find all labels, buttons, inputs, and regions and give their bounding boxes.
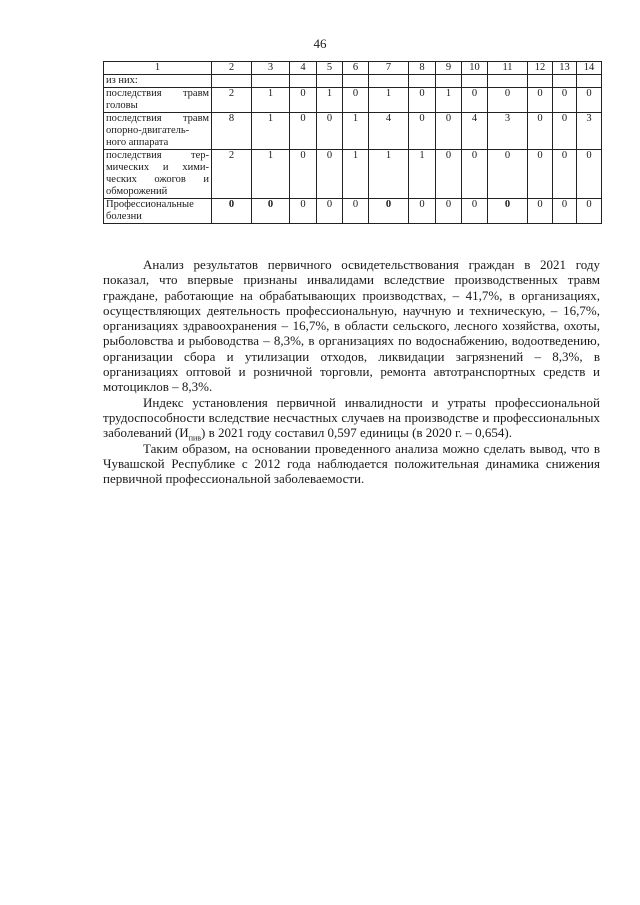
table-cell: 0: [317, 150, 343, 199]
table-cell: 0: [409, 113, 436, 150]
table-cell: [462, 75, 488, 88]
table-cell: 0: [343, 88, 369, 113]
table-cell: 0: [290, 88, 317, 113]
table-cell: 0: [553, 88, 577, 113]
row-label: Профессиональные болезни: [104, 199, 212, 224]
table-cell: 0: [528, 150, 553, 199]
column-header: 2: [212, 62, 252, 75]
table-row: [104, 150, 602, 199]
paragraph-index-text-2: ) в 2021 году составил 0,597 единицы (в 2020 г. – 0,654).: [201, 425, 512, 441]
row-label: последствия травм опорно-двигатель-ного аппарата: [104, 113, 212, 150]
table-cell: [528, 75, 553, 88]
table-cell: 0: [290, 150, 317, 199]
table-cell: 0: [528, 199, 553, 224]
paragraph-analysis: Анализ результатов первичного освидетельствования граждан в 2021 году показал, что впервые признаны инвалидами вследствие производственных травм граждане, работающие на обрабатывающих производствах, – 41,7%, в организациях, осуществляющих деятельность профессиональную, научную и техническую, – 16,7%, организациях здравоохранения – 16,7%, в области сельского, лесного хозяйства, охоты, рыболовства и рыбоводства – 8,3%, в организациях по водоснабжению, водоотведению, организации сбора и утилизации отходов, ликвидации загрязнений – 8,3%, в организациях оптовой и розничной торговли, ремонта автотранспортных средств и мотоциклов – 8,3%.: [103, 257, 600, 395]
column-header: 6: [343, 62, 369, 75]
paragraph-conclusion: Таким образом, на основании проведенного анализа можно сделать вывод, что в Чувашской Республике с 2012 года наблюдается положительная динамика снижения первичной профессиональной заболеваемости.: [103, 440, 600, 487]
table-cell: 4: [462, 113, 488, 150]
table-cell: [343, 75, 369, 88]
table-cell: 1: [369, 88, 409, 113]
table-cell: 0: [409, 199, 436, 224]
table-cell: 0: [252, 199, 290, 224]
table-row: [104, 75, 602, 88]
table-cell: [577, 75, 602, 88]
table-cell: [212, 75, 252, 88]
table-cell: 0: [577, 88, 602, 113]
table-cell: 0: [317, 113, 343, 150]
table-cell: 1: [343, 150, 369, 199]
table-cell: 0: [212, 199, 252, 224]
column-header: 4: [290, 62, 317, 75]
table-cell: 0: [409, 88, 436, 113]
table-cell: [436, 75, 462, 88]
table-cell: [317, 75, 343, 88]
table-cell: 3: [488, 113, 528, 150]
table-cell: 4: [369, 113, 409, 150]
table-cell: 1: [252, 150, 290, 199]
table-cell: 0: [577, 150, 602, 199]
statistics-table: [103, 61, 602, 224]
paragraph-index: [103, 395, 600, 441]
table-cell: 0: [436, 150, 462, 199]
column-header: 9: [436, 62, 462, 75]
table-cell: 1: [409, 150, 436, 199]
table-cell: 0: [317, 199, 343, 224]
column-header: 13: [553, 62, 577, 75]
table-cell: 2: [212, 88, 252, 113]
table-cell: 0: [436, 199, 462, 224]
table-body: [104, 62, 602, 224]
table-row: [104, 199, 602, 224]
table-cell: 0: [343, 199, 369, 224]
table-row: [104, 113, 602, 150]
table-cell: 1: [369, 150, 409, 199]
table-cell: 1: [252, 113, 290, 150]
column-header: 5: [317, 62, 343, 75]
column-header: 3: [252, 62, 290, 75]
row-label: последствия тер-мических и хими-ческих ожогов и обморожений: [104, 150, 212, 199]
column-header: 14: [577, 62, 602, 75]
table-cell: 0: [462, 88, 488, 113]
column-header: 10: [462, 62, 488, 75]
table-cell: 0: [528, 113, 553, 150]
table-cell: 0: [528, 88, 553, 113]
table-cell: [369, 75, 409, 88]
table-cell: 3: [577, 113, 602, 150]
column-header: 7: [369, 62, 409, 75]
column-header: 8: [409, 62, 436, 75]
row-label: из них:: [104, 75, 212, 88]
table-cell: 0: [553, 150, 577, 199]
row-label: последствия травм головы: [104, 88, 212, 113]
table-header-row: [104, 62, 602, 75]
page-number: 46: [313, 36, 327, 51]
paragraph-index-text-1: Индекс установления первичной инвалидности и утраты профессиональной трудоспособности вследствие несчастных случаев на производстве и профессиональных заболеваний (И: [103, 394, 600, 441]
table-cell: 1: [436, 88, 462, 113]
column-header: 12: [528, 62, 553, 75]
table-cell: 0: [436, 113, 462, 150]
table-cell: [409, 75, 436, 88]
table-cell: [290, 75, 317, 88]
table-row: [104, 88, 602, 113]
table-cell: 0: [553, 113, 577, 150]
table-cell: [252, 75, 290, 88]
index-subscript: пив: [188, 433, 202, 443]
table-cell: 1: [252, 88, 290, 113]
column-header: 1: [104, 62, 212, 75]
table-cell: 0: [462, 150, 488, 199]
table-cell: 1: [317, 88, 343, 113]
table-cell: 0: [369, 199, 409, 224]
body-text: [103, 257, 600, 486]
table-cell: 0: [462, 199, 488, 224]
table-cell: 0: [290, 113, 317, 150]
table-cell: [488, 75, 528, 88]
table-cell: 0: [577, 199, 602, 224]
table-cell: [553, 75, 577, 88]
table-cell: 0: [290, 199, 317, 224]
table-cell: 8: [212, 113, 252, 150]
table-cell: 0: [488, 199, 528, 224]
table-cell: 0: [488, 88, 528, 113]
table-cell: 2: [212, 150, 252, 199]
column-header: 11: [488, 62, 528, 75]
table-cell: 1: [343, 113, 369, 150]
table-cell: 0: [553, 199, 577, 224]
table-cell: 0: [488, 150, 528, 199]
